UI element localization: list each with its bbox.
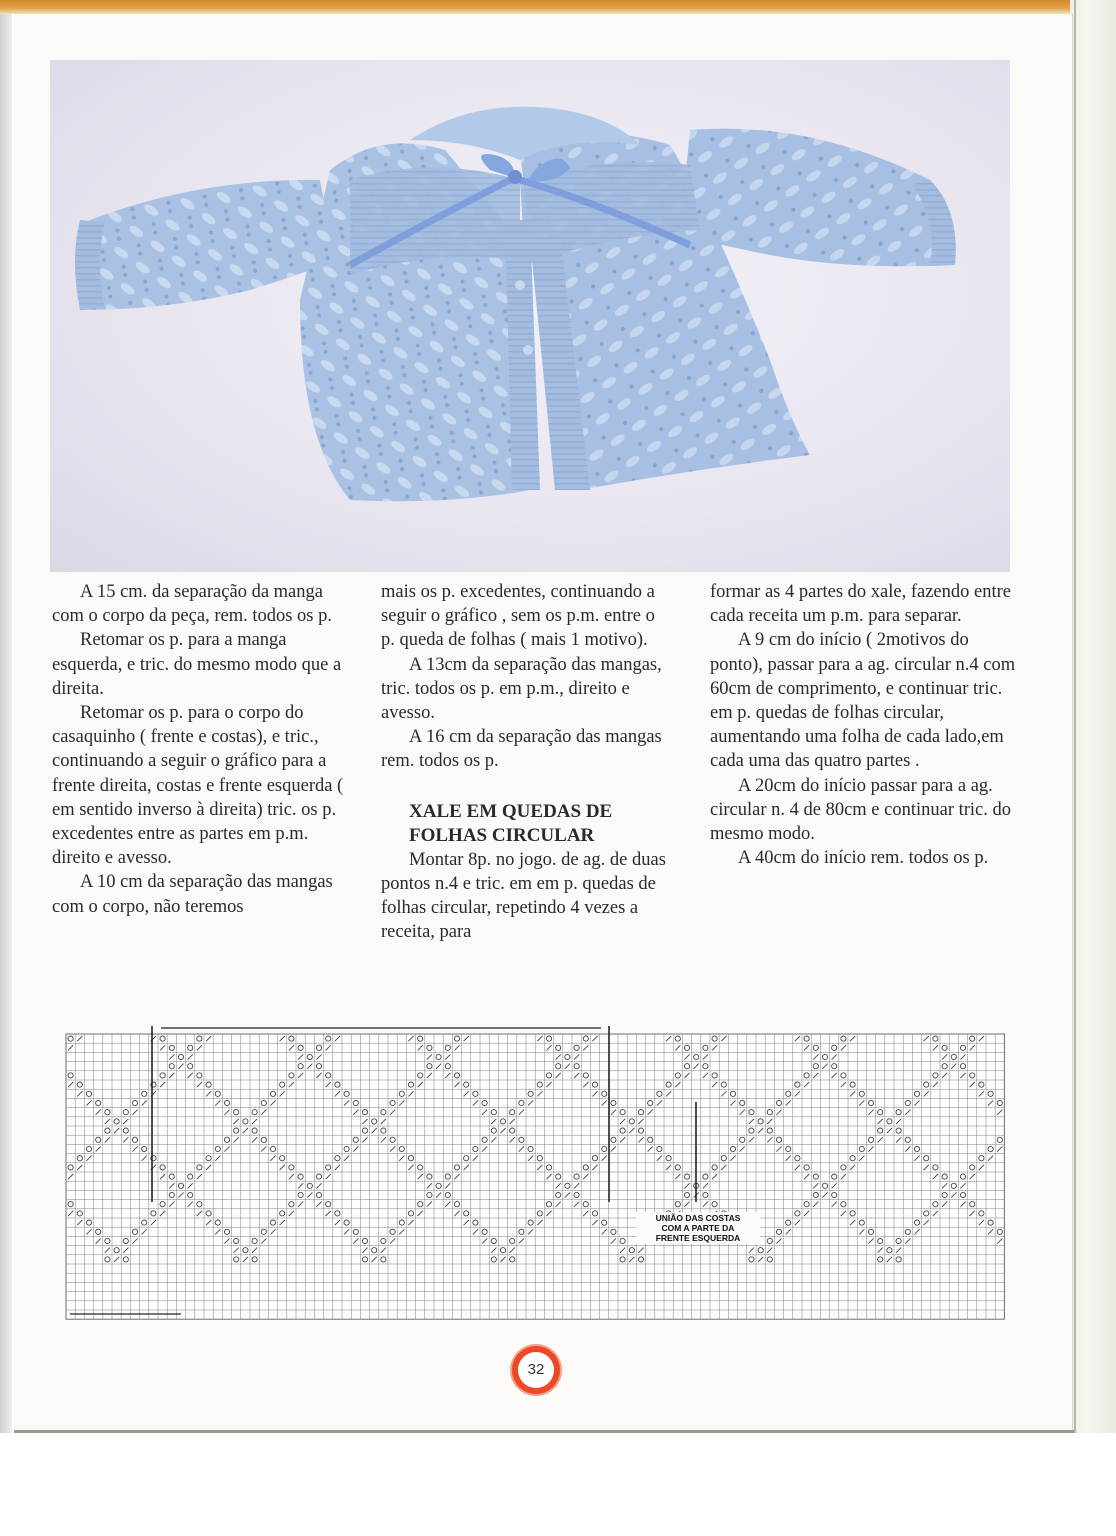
page-number: 32	[518, 1352, 554, 1388]
text-column-3	[710, 580, 1016, 870]
paragraph: A 20cm do início passar para a ag. circular n. 4 de 80cm e continuar tric. do mesmo modo.	[710, 775, 1012, 845]
paragraph: mais os p. excedentes, continuando a seguir o gráfico , sem os p.m. entre o p. queda de folhas ( mais 1 motivo).	[381, 582, 655, 651]
chart-annotation-line: UNIÃO DAS COSTAS	[655, 1213, 741, 1223]
paragraph: A 15 cm. da separação da manga com o corpo da peça, rem. todos os p.	[52, 582, 332, 627]
text-column-1	[52, 580, 352, 919]
cardigan-illustration	[50, 60, 1010, 572]
paragraph: Montar 8p. no jogo. de ag. de duas pontos n.4 e tric. em em p. quedas de folhas circular, repetindo 4 vezes a receita, para	[381, 849, 666, 943]
scan-background	[0, 1433, 1116, 1536]
chart-annotation-line: COM A PARTE DA	[661, 1223, 735, 1233]
paragraph: A 16 cm da separação das mangas rem. todos os p.	[381, 727, 662, 772]
paragraph: A 40cm do início rem. todos os p.	[738, 848, 989, 869]
scan-binding-line	[1074, 0, 1076, 1440]
knitting-chart-grid	[56, 1022, 1016, 1322]
paragraph: Retomar os p. para a manga esquerda, e tric. do mesmo modo que a direita.	[52, 630, 342, 699]
paragraph: A 9 cm do início ( 2motivos do ponto), passar para a ag. circular n.4 com 60cm de comprimento, e continuar tric. em p. quedas de folhas circular, aumentando uma folha de cada lado,em cada uma das quatro partes .	[710, 630, 1016, 772]
paragraph: formar as 4 partes do xale, fazendo entre cada receita um p.m. para separar.	[710, 582, 1011, 627]
cardigan-photo	[50, 60, 1010, 572]
chart-annotation-line: FRENTE ESQUERDA	[655, 1233, 741, 1243]
knitting-chart	[56, 1022, 1016, 1322]
page-number-badge	[512, 1346, 560, 1394]
text-column-2	[381, 580, 669, 944]
section-heading: XALE EM QUEDAS DE FOLHAS CIRCULAR	[409, 800, 613, 846]
paragraph: Retomar os p. para o corpo do casaquinho ( frente e costas), e tric., continuando a seguir o gráfico para a frente direita, costas e frente esquerda ( em sentido inverso à direita) tric. os p. excedentes entre as partes em p.m. direito e avesso.	[52, 703, 344, 869]
scan-edge-left	[0, 14, 12, 1434]
scan-edge-top	[0, 0, 1116, 14]
scan-edge-right	[1070, 0, 1116, 1536]
paragraph: A 13cm da separação das mangas, tric. todos os p. em p.m., direito e avesso.	[381, 654, 662, 724]
chart-annotation	[636, 1212, 760, 1244]
paragraph: A 10 cm da separação das mangas com o corpo, não teremos	[52, 872, 333, 917]
